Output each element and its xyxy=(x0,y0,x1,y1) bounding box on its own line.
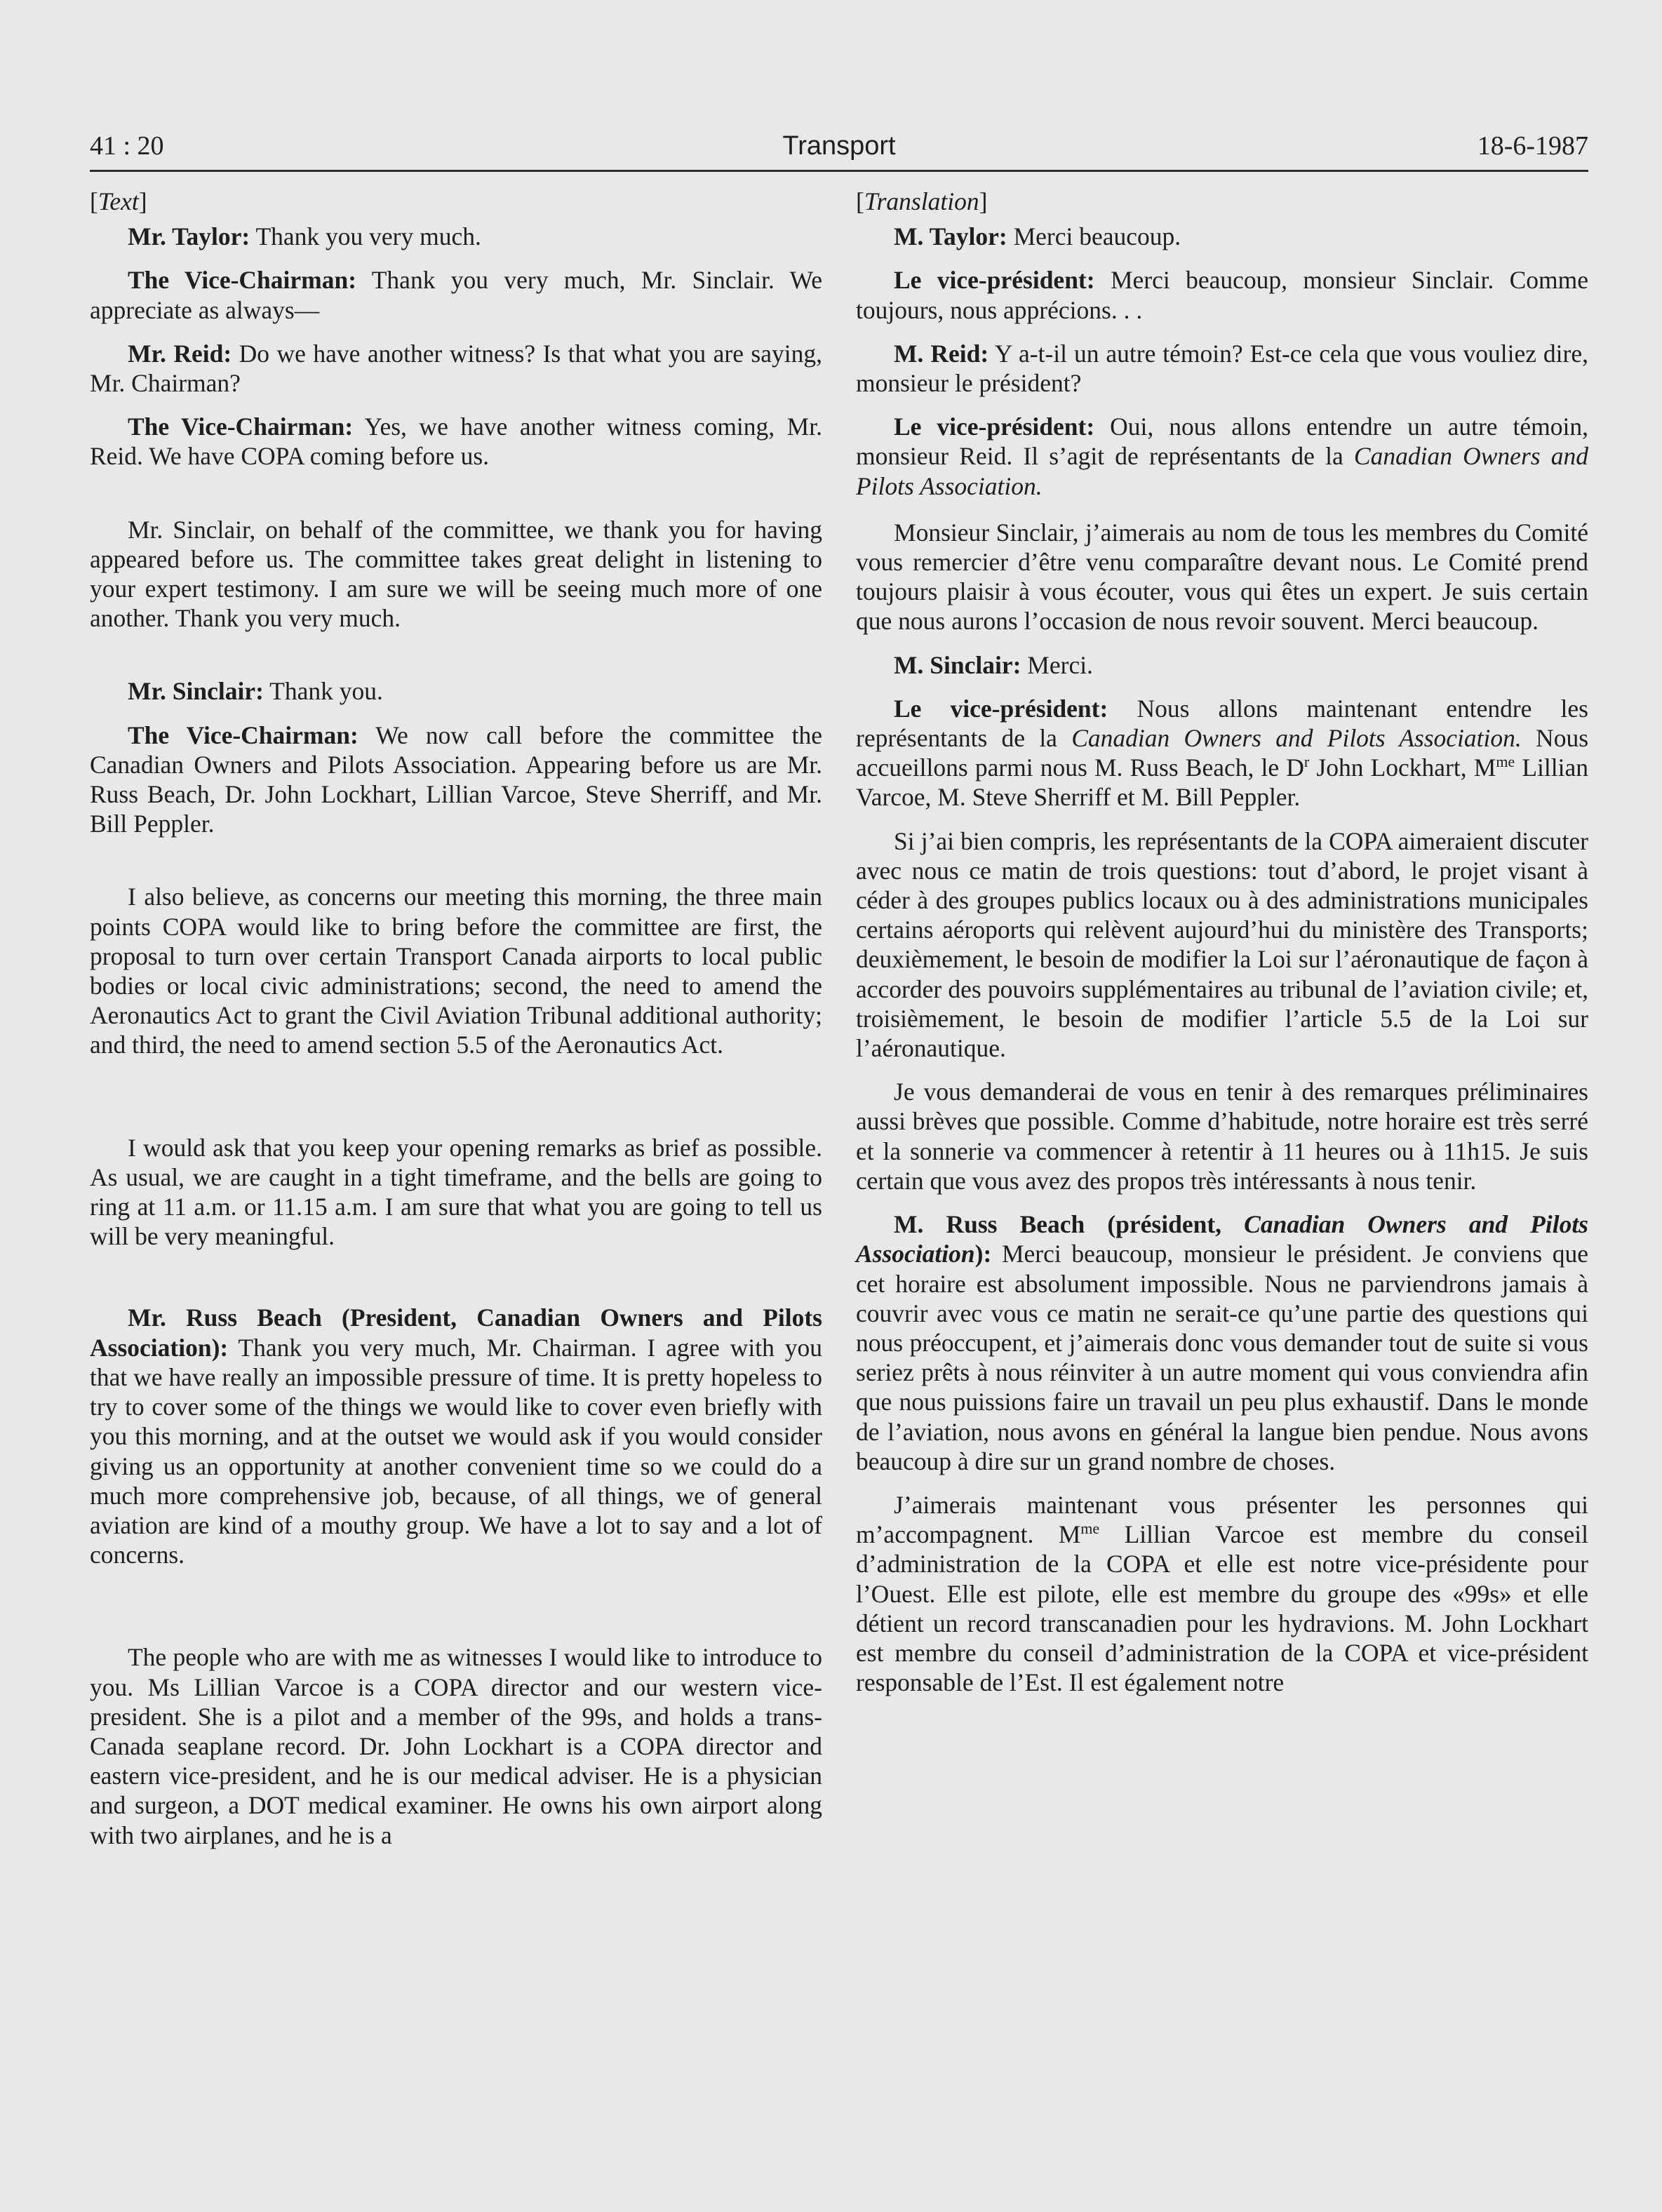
paragraph: I also believe, as concerns our meeting this morning, the three main points COPA would like to bring before the committee are first, the proposal to turn over certain Transport Canada airports to local public bodies or local civic administrations; second, the need to amend the Aeronautics Act to grant the Civil Aviation Tribunal additional authority; and third, the need to amend section 5.5 of the Aeronautics Act. xyxy=(90,883,822,1059)
speaker: Mr. Taylor: xyxy=(128,222,250,251)
column-label: [Translation] xyxy=(856,187,988,215)
speaker: M. Taylor: xyxy=(894,222,1007,251)
paragraph: Le vice-président: Merci beaucoup, monsieur Sinclair. Comme toujours, nous apprécions. . . xyxy=(856,266,1588,324)
english-column xyxy=(90,187,822,1864)
column-label: [Text] xyxy=(90,187,147,215)
paragraph: Si j’ai bien compris, les représentants de la COPA aimeraient discuter avec nous ce matin de trois questions: tout d’abord, le projet visant à céder à des groupes publics locaux ou à des administrations municipales certains aéroports qui relèvent aujourd’hui du ministère des Transports; deuxièmement, le besoin de modifier la Loi sur l’aéronautique de façon à accorder des pouvoirs supplémentaires au tribunal de l’aviation civile; et, troisièmement, le besoin de modifier l’article 5.5 de la Loi sur l’aéronautique. xyxy=(856,826,1588,1063)
paragraph: M. Reid: Y a-t-il un autre témoin? Est-ce cela que vous vouliez dire, monsieur le président? xyxy=(856,339,1588,398)
paragraph: Le vice-président: Nous allons maintenant entendre les représentants de la Canadian Owners and Pilots Association. Nous accueillons parmi nous M. Russ Beach, le $D^r$ John Lockhart, $M^{me}$ Lillian Varcoe, M. Steve Sherriff et M. Bill Peppler. xyxy=(856,694,1589,812)
header-title: Transport xyxy=(782,131,896,161)
paragraph: I would ask that you keep your opening remarks as brief as possible. As usual, we are caught in a tight timeframe, and the bells are going to ring at 11 a.m. or 11.15 a.m. I am sure that what you are going to tell us will be very meaningful. xyxy=(90,1133,822,1251)
paragraph: Mr. Taylor: Thank you very much. xyxy=(128,222,481,251)
speaker: M. Reid: xyxy=(894,339,989,368)
paragraph: Mr. Sinclair, on behalf of the committee, we thank you for having appeared before us. The committee takes great delight in listening to your expert testimony. I am sure we will be seeing much more of one another. Thank you very much. xyxy=(90,515,822,633)
speaker: Le vice-président: xyxy=(894,266,1095,295)
paragraph: The Vice-Chairman: We now call before the committee the Canadian Owners and Pilots Association. Appearing before us are Mr. Russ Beach, Dr. John Lockhart, Lillian Varcoe, Steve Sherriff, and Mr. Bill Peppler. xyxy=(90,720,822,838)
speaker: The Vice-Chairman: xyxy=(128,413,354,441)
paragraph: M. Russ Beach (président, Canadian Owners and Pilots Association): Merci beaucoup, monsieur le président. Je conviens que cet horaire est absolument impossible. Nous ne parviendrons jamais à couvrir avec vous ce matin ne serait-ce qu’une partie des questions qui nous préoccupent, et j’aimerais donc vous demander tout de suite si vous seriez prêts à nous réinviter à un autre moment qui vous conviendra afin que nous puissions faire un travail un peu plus exhaustif. Dans le monde de l’aviation, nous avons en général la langue bien pendue. Nous avons beaucoup à dire sur un grand nombre de choses. xyxy=(856,1210,1588,1475)
speaker: The Vice-Chairman: xyxy=(128,720,358,749)
paragraph: Mr. Sinclair: Thank you. xyxy=(128,677,383,706)
paragraph: Mr. Reid: Do we have another witness? Is that what you are saying, Mr. Chairman? xyxy=(90,339,822,398)
speaker: M. Russ Beach (président, Canadian Owners and Pilots Association): xyxy=(856,1210,1588,1268)
paragraph: J’aimerais maintenant vous présenter les personnes qui m’accompagnent. $M^{me}$ Lillian Varcoe est membre du conseil d’administration de la COPA et elle est notre vice-présidente pour l’Ouest. Elle est pilote, elle est membre du groupe des «99s» et elle détient un record transcanadien pour les hydravions. M. John Lockhart est membre du conseil d’administration de la COPA et vice-président responsable de l’Est. Il est également notre xyxy=(856,1490,1588,1697)
speaker: Le vice-président: xyxy=(894,413,1095,441)
running-header xyxy=(90,130,1588,172)
speaker: Le vice-président: xyxy=(894,694,1108,723)
page-number: 41 : 20 xyxy=(90,131,164,161)
speaker: The Vice-Chairman: xyxy=(128,266,357,295)
paragraph: M. Sinclair: Merci. xyxy=(894,650,1093,679)
paragraph: M. Taylor: Merci beaucoup. xyxy=(894,222,1181,251)
paragraph: Le vice-président: Oui, nous allons entendre un autre témoin, monsieur Reid. Il s’agit de représentants de la Canadian Owners and Pilots Association. xyxy=(856,413,1588,500)
header-date: 18-6-1987 xyxy=(1477,131,1588,161)
french-column xyxy=(856,187,1588,1711)
paragraph: The people who are with me as witnesses I would like to introduce to you. Ms Lillian Varcoe is a COPA director and our western vice-president. She is a pilot and a member of the 99s, and holds a trans-Canada seaplane record. Dr. John Lockhart is a COPA director and eastern vice-president, and he is our medical adviser. He is a physician and surgeon, a DOT medical examiner. He owns his own airport along with two airplanes, and he is a xyxy=(90,1643,822,1849)
speaker: Mr. Sinclair: xyxy=(128,677,264,706)
paragraph: Mr. Russ Beach (President, Canadian Owners and Pilots Association): Thank you very much, Mr. Chairman. I agree with you that we have really an impossible pressure of time. It is pretty hopeless to try to cover some of the things we would like to cover even briefly with you this morning, and at the outset we would ask if you would consider giving us an opportunity at another convenient time so we could do a much more comprehensive job, because, of all things, we of general aviation are kind of a mouthy group. We have a lot to say and a lot of concerns. xyxy=(90,1303,822,1569)
speaker: M. Sinclair: xyxy=(894,650,1021,679)
speaker: Mr. Russ Beach (President, Canadian Owners and Pilots Association): xyxy=(90,1303,822,1362)
paragraph: Monsieur Sinclair, j’aimerais au nom de tous les membres du Comité vous remercier d’être venu comparaître devant nous. Le Comité prend toujours plaisir à vous écouter, vous qui êtes un expert. Je suis certain que nous aurons l’occasion de nous revoir souvent. Merci beaucoup. xyxy=(856,518,1588,636)
paragraph: Je vous demanderai de vous en tenir à des remarques préliminaires aussi brèves que possible. Comme d’habitude, notre horaire est très serré et la sonnerie va commencer à retentir à 11 heures ou à 11h15. Je suis certain que vous avez des propos très intéressants à nous tenir. xyxy=(856,1078,1588,1195)
speaker: Mr. Reid: xyxy=(128,339,232,368)
paragraph: The Vice-Chairman: Thank you very much, Mr. Sinclair. We appreciate as always— xyxy=(90,266,822,324)
paragraph: The Vice-Chairman: Yes, we have another witness coming, Mr. Reid. We have COPA coming before us. xyxy=(90,413,822,471)
